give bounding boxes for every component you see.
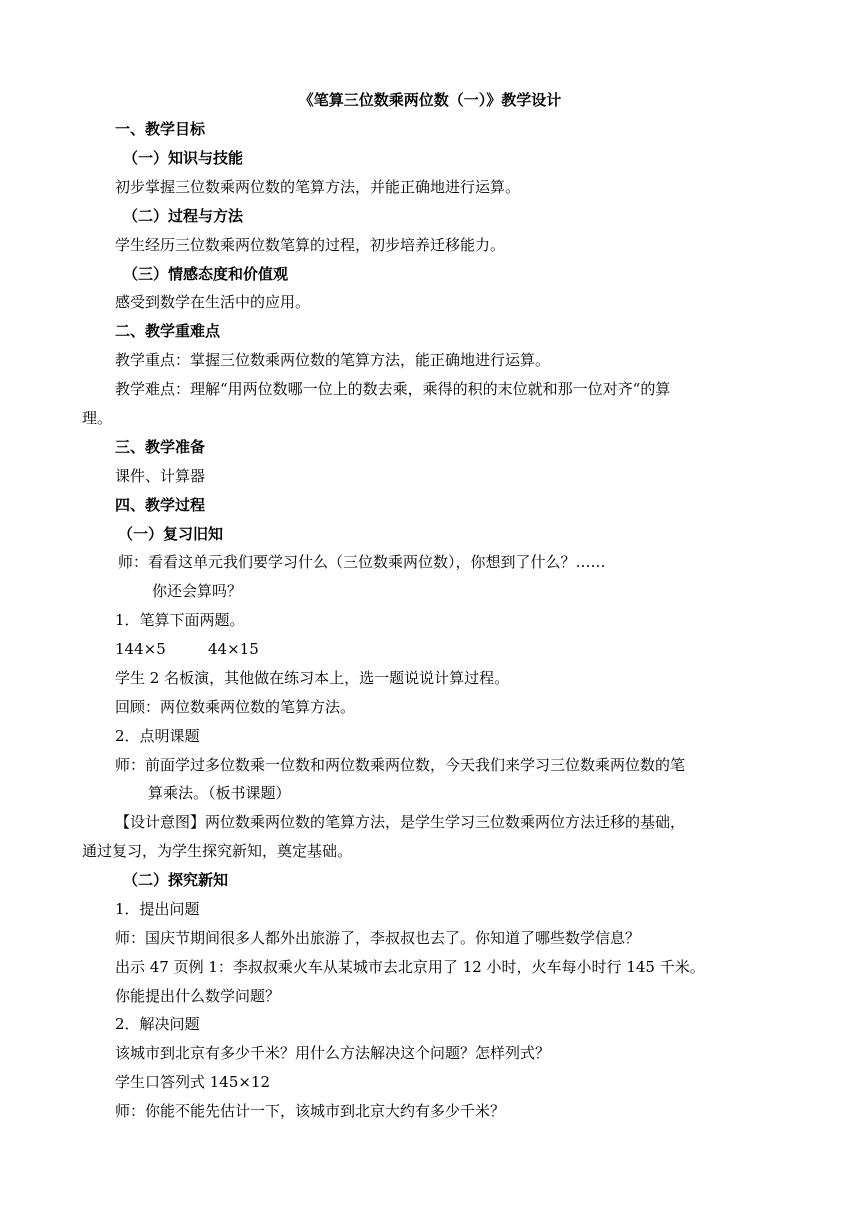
- paragraph: 学生口答列式 145×12: [115, 1073, 271, 1091]
- paragraph: 你能提出什么数学问题？: [115, 987, 281, 1005]
- document-title: 《笔算三位数乘两位数（一）》教学设计: [298, 91, 562, 109]
- heading-teaching-goals: 一、教学目标: [115, 120, 206, 138]
- paragraph: 你还会算吗？: [152, 582, 243, 600]
- paragraph: 学生经历三位数乘两位数笔算的过程，初步培养迁移能力。: [115, 236, 506, 254]
- expression: 144×5: [115, 640, 166, 658]
- paragraph: 学生 2 名板演，其他做在练习本上，选一题说说计算过程。: [115, 669, 510, 687]
- paragraph: 教学重点：掌握三位数乘两位数的笔算方法，能正确地进行运算。: [115, 351, 551, 369]
- paragraph-continuation: 理。: [82, 409, 113, 427]
- paragraph: 感受到数学在生活中的应用。: [115, 293, 311, 311]
- design-intent: 【设计意图】两位数乘两位数的笔算方法，是学生学习三位数乘两位方法迁移的基础，: [115, 813, 686, 831]
- paragraph: 教学难点：理解“用两位数哪一位上的数去乘，乘得的积的末位就和那一位对齐“的算: [115, 380, 671, 398]
- heading-teaching-process: 四、教学过程: [115, 496, 206, 514]
- paragraph: 师：国庆节期间很多人都外出旅游了，李叔叔也去了。你知道了哪些数学信息？: [115, 929, 641, 947]
- paragraph: 初步掌握三位数乘两位数的笔算方法，并能正确地进行运算。: [115, 178, 521, 196]
- numbered-item: 2．解决问题: [115, 1015, 200, 1033]
- numbered-item: 2．点明课题: [115, 727, 200, 745]
- heading-preparation: 三、教学准备: [115, 438, 206, 456]
- numbered-item: 1．提出问题: [115, 900, 200, 918]
- numbered-item: 1．笔算下面两题。: [115, 611, 245, 629]
- heading-key-difficult-points: 二、教学重难点: [115, 322, 221, 340]
- paragraph-continuation: 算乘法。（板书课题）: [148, 784, 291, 802]
- paragraph: 师：看看这单元我们要学习什么（三位数乘两位数），你想到了什么？……: [118, 553, 606, 571]
- paragraph: 课件、计算器: [115, 467, 206, 485]
- paragraph: 师：前面学过多位数乘一位数和两位数乘两位数，今天我们来学习三位数乘两位数的笔: [115, 756, 686, 774]
- design-intent-continuation: 通过复习，为学生探究新知，奠定基础。: [82, 842, 353, 860]
- subheading-process-method: （二）过程与方法: [123, 207, 244, 225]
- paragraph: 回顾：两位数乘两位数的笔算方法。: [115, 698, 356, 716]
- paragraph: 该城市到北京有多少千米？用什么方法解决这个问题？怎样列式？: [115, 1044, 551, 1062]
- expression: 44×15: [208, 640, 259, 658]
- paragraph: 师：你能不能先估计一下，该城市到北京大约有多少千米？: [115, 1102, 506, 1120]
- paragraph: 出示 47 页例 1：李叔叔乘火车从某城市去北京用了 12 小时，火车每小时行 145 千米。: [115, 958, 705, 976]
- subheading-explore: （二）探究新知: [123, 871, 229, 889]
- subheading-attitude-values: （三）情感态度和价值观: [123, 265, 289, 283]
- subheading-review: （一）复习旧知: [118, 525, 224, 543]
- subheading-knowledge-skills: （一）知识与技能: [123, 149, 244, 167]
